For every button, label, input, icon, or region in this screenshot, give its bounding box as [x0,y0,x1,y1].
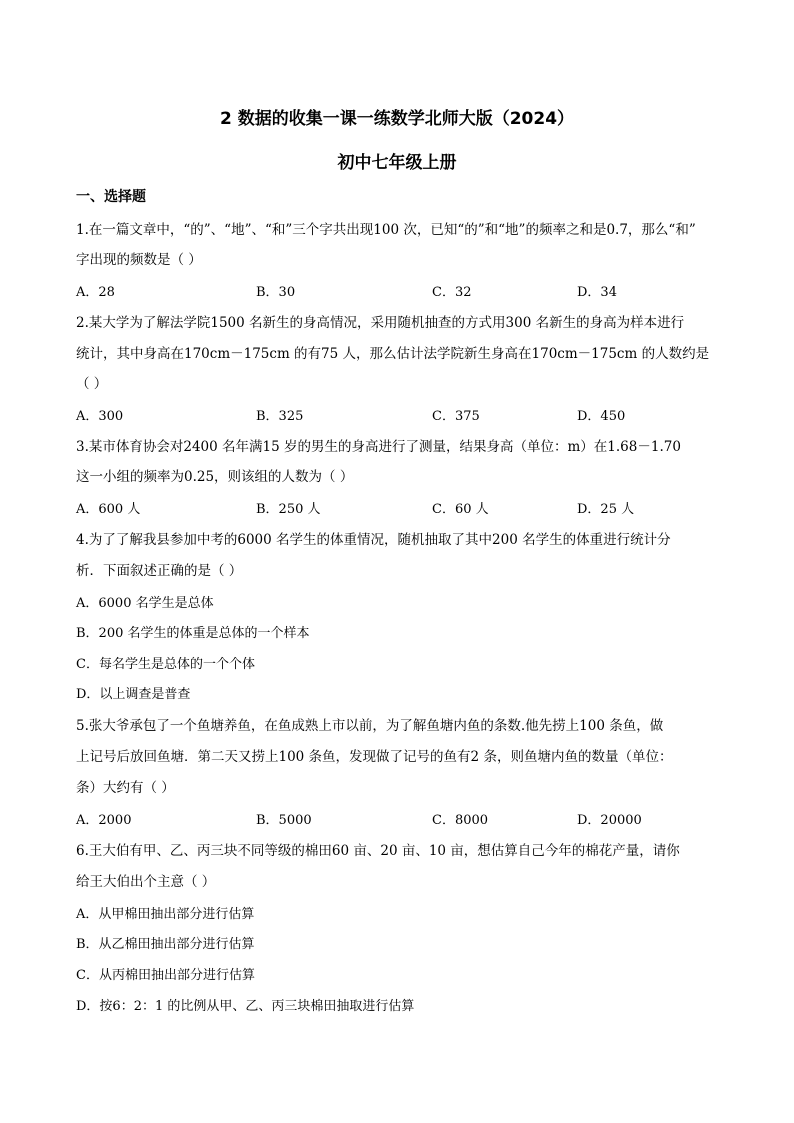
question-3-option-b: B．250 人 [256,502,321,517]
question-2-line-1: 2.某大学为了解法学院1500 名新生的身高情况，采用随机抽查的方式用300 名新生的身高为样本进行 [76,315,685,331]
question-5-line-2: 上记号后放回鱼塘．第二天又捞上100 条鱼，发现做了记号的鱼有2 条，则鱼塘内鱼的数量（单位： [76,749,673,765]
question-3-line-1: 3.某市体育协会对2400 名年满15 岁的男生的身高进行了测量，结果身高（单位：m）在1.68－1.70 [76,439,681,455]
question-5-line-3: 条）大约有（ ） [76,780,175,796]
question-6-line-2: 给王大伯出个主意（ ） [76,874,216,890]
question-1-option-c: C．32 [432,285,472,300]
question-1-option-a: A．28 [76,285,115,300]
question-6-option-d: D．按6：2：1 的比例从甲、乙、丙三块棉田抽取进行估算 [76,999,415,1014]
question-6-line-1: 6.王大伯有甲、乙、丙三块不同等级的棉田60 亩、20 亩、10 亩，想估算自己今年的棉花产量，请你 [76,843,680,859]
question-1-line-2: 字出现的频数是（ ） [76,252,202,268]
question-2-option-a: A．300 [76,409,124,424]
question-5-line-1: 5.张大爷承包了一个鱼塘养鱼，在鱼成熟上市以前，为了解鱼塘内鱼的条数.他先捞上100 条鱼，做 [76,718,664,734]
question-3-option-c: C．60 人 [432,502,489,517]
question-2-line-2: 统计，其中身高在170cm－175cm 的有75 人，那么估计法学院新生身高在170cm－175cm 的人数约是 [76,346,710,362]
question-3-option-a: A．600 人 [76,502,141,517]
question-1-line-1: 1.在一篇文章中，“的”、“地”、“和”三个字共出现100 次，已知“的”和“地”的频率之和是0.7，那么“和” [76,222,696,238]
question-4-option-c: C．每名学生是总体的一个个体 [76,657,255,672]
question-4-line-2: 析．下面叙述正确的是（ ） [76,563,243,579]
question-5-option-c: C．8000 [432,813,489,828]
question-4-option-d: D．以上调查是普查 [76,687,191,702]
question-3-option-d: D．25 人 [577,502,635,517]
question-1-option-d: D．34 [577,285,617,300]
question-1-option-b: B．30 [256,285,296,300]
question-5-option-b: B．5000 [256,813,312,828]
question-5-option-a: A．2000 [76,813,132,828]
question-6-option-b: B．从乙棉田抽出部分进行估算 [76,937,255,952]
question-4-option-b: B．200 名学生的体重是总体的一个样本 [76,626,310,641]
question-4-line-1: 4.为了了解我县参加中考的6000 名学生的体重情况，随机抽取了其中200 名学生的体重进行统计分 [76,532,671,548]
question-2-option-b: B．325 [256,409,304,424]
question-6-option-a: A．从甲棉田抽出部分进行估算 [76,907,255,922]
section-heading: 一、选择题 [76,189,146,205]
question-3-line-2: 这一小组的频率为0.25，则该组的人数为（ ） [76,469,354,485]
question-5-option-d: D．20000 [577,813,642,828]
document-subtitle: 初中七年级上册 [337,153,457,173]
question-6-option-c: C．从丙棉田抽出部分进行估算 [76,968,255,983]
question-2-option-d: D．450 [577,409,626,424]
question-2-line-3: （ ） [76,376,108,392]
question-4-option-a: A．6000 名学生是总体 [76,596,214,611]
document-title: 2 数据的收集一课一练数学北师大版（2024） [219,109,575,129]
question-2-option-c: C．375 [432,409,480,424]
